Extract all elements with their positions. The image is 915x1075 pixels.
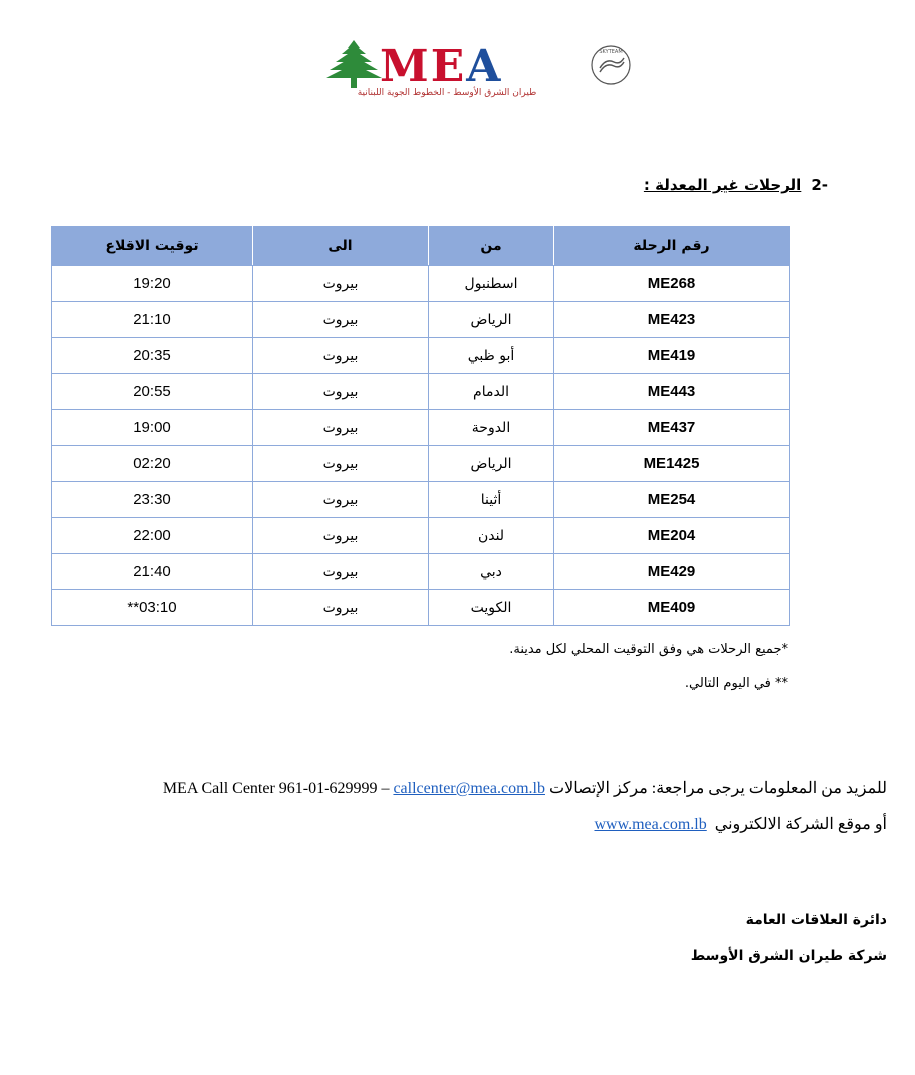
destination-cell: بيروت — [253, 302, 429, 338]
mea-logo — [322, 36, 634, 108]
flights-table — [51, 226, 790, 626]
origin-cell: أثينا — [429, 482, 554, 518]
logo-wordmark — [380, 42, 502, 92]
logo-letter-m: M — [380, 41, 431, 92]
table-row — [52, 302, 790, 338]
contact-callcenter-text: للمزيد من المعلومات يرجى مراجعة: مركز الإتصالات MEA Call Center 961-01-629999 – — [162, 780, 887, 797]
flight-number-cell: ME204 — [554, 518, 790, 554]
departure-time-cell: 19:00 — [52, 410, 253, 446]
departure-time-cell: 03:10** — [52, 590, 253, 626]
cedar-icon — [324, 38, 384, 90]
table-row — [52, 482, 790, 518]
flight-number-cell: ME254 — [554, 482, 790, 518]
header-to: الى — [253, 227, 429, 266]
origin-cell: أبو ظبي — [429, 338, 554, 374]
destination-cell: بيروت — [253, 410, 429, 446]
destination-cell: بيروت — [253, 482, 429, 518]
departure-time-cell: 02:20 — [52, 446, 253, 482]
departure-time-cell: 20:35 — [52, 338, 253, 374]
header-from: من — [429, 227, 554, 266]
table-row — [52, 518, 790, 554]
destination-cell: بيروت — [253, 266, 429, 302]
flight-number-cell: ME429 — [554, 554, 790, 590]
origin-cell: الرياض — [429, 446, 554, 482]
header-flight-number: رقم الرحلة — [554, 227, 790, 266]
departure-time-cell: 20:55 — [52, 374, 253, 410]
logo-letter-a: A — [466, 41, 503, 92]
skyteam-icon — [590, 44, 632, 86]
destination-cell: بيروت — [253, 338, 429, 374]
table-row — [52, 374, 790, 410]
destination-cell: بيروت — [253, 446, 429, 482]
section-number: -2 — [811, 176, 828, 194]
departure-time-cell: 22:00 — [52, 518, 253, 554]
flight-number-cell: ME423 — [554, 302, 790, 338]
flight-number-cell: ME437 — [554, 410, 790, 446]
flight-number-cell: ME1425 — [554, 446, 790, 482]
section-heading — [644, 176, 828, 194]
flight-number-cell: ME419 — [554, 338, 790, 374]
table-row — [52, 410, 790, 446]
destination-cell: بيروت — [253, 590, 429, 626]
footer-department: دائرة العلاقات العامة — [745, 912, 887, 928]
destination-cell: بيروت — [253, 554, 429, 590]
origin-cell: الكويت — [429, 590, 554, 626]
origin-cell: الرياض — [429, 302, 554, 338]
logo-letter-e: E — [430, 41, 467, 92]
departure-time-cell: 23:30 — [52, 482, 253, 518]
contact-line-callcenter — [163, 778, 887, 798]
note-local-time: *جميع الرحلات هي وفق التوقيت المحلي لكل مدينة. — [509, 642, 788, 657]
flight-number-cell: ME268 — [554, 266, 790, 302]
table-row — [52, 554, 790, 590]
header-departure-time: توقيت الاقلاع — [52, 227, 253, 266]
footer-company: شركة طيران الشرق الأوسط — [690, 948, 887, 964]
origin-cell: دبي — [429, 554, 554, 590]
skyteam-label: SKYTEAM — [599, 49, 623, 55]
section-title: الرحلات غير المعدلة : — [643, 176, 802, 194]
origin-cell: اسطنبول — [429, 266, 554, 302]
origin-cell: الدمام — [429, 374, 554, 410]
logo-tagline: طيران الشرق الأوسط - الخطوط الجوية اللبنانية — [357, 88, 537, 98]
origin-cell: الدوحة — [429, 410, 554, 446]
table-row — [52, 338, 790, 374]
origin-cell: لندن — [429, 518, 554, 554]
email-link[interactable]: callcenter@mea.com.lb — [393, 780, 545, 797]
website-link[interactable]: www.mea.com.lb — [594, 816, 707, 833]
contact-website-text: أو موقع الشركة الالكتروني — [714, 816, 887, 833]
destination-cell: بيروت — [253, 374, 429, 410]
table-row — [52, 446, 790, 482]
contact-line-website — [594, 814, 887, 834]
flight-number-cell: ME443 — [554, 374, 790, 410]
table-row — [52, 266, 790, 302]
table-header-row — [52, 227, 790, 266]
note-next-day: ** في اليوم التالي. — [684, 676, 788, 691]
destination-cell: بيروت — [253, 518, 429, 554]
departure-time-cell: 21:10 — [52, 302, 253, 338]
flight-number-cell: ME409 — [554, 590, 790, 626]
departure-time-cell: 19:20 — [52, 266, 253, 302]
departure-time-cell: 21:40 — [52, 554, 253, 590]
table-row — [52, 590, 790, 626]
